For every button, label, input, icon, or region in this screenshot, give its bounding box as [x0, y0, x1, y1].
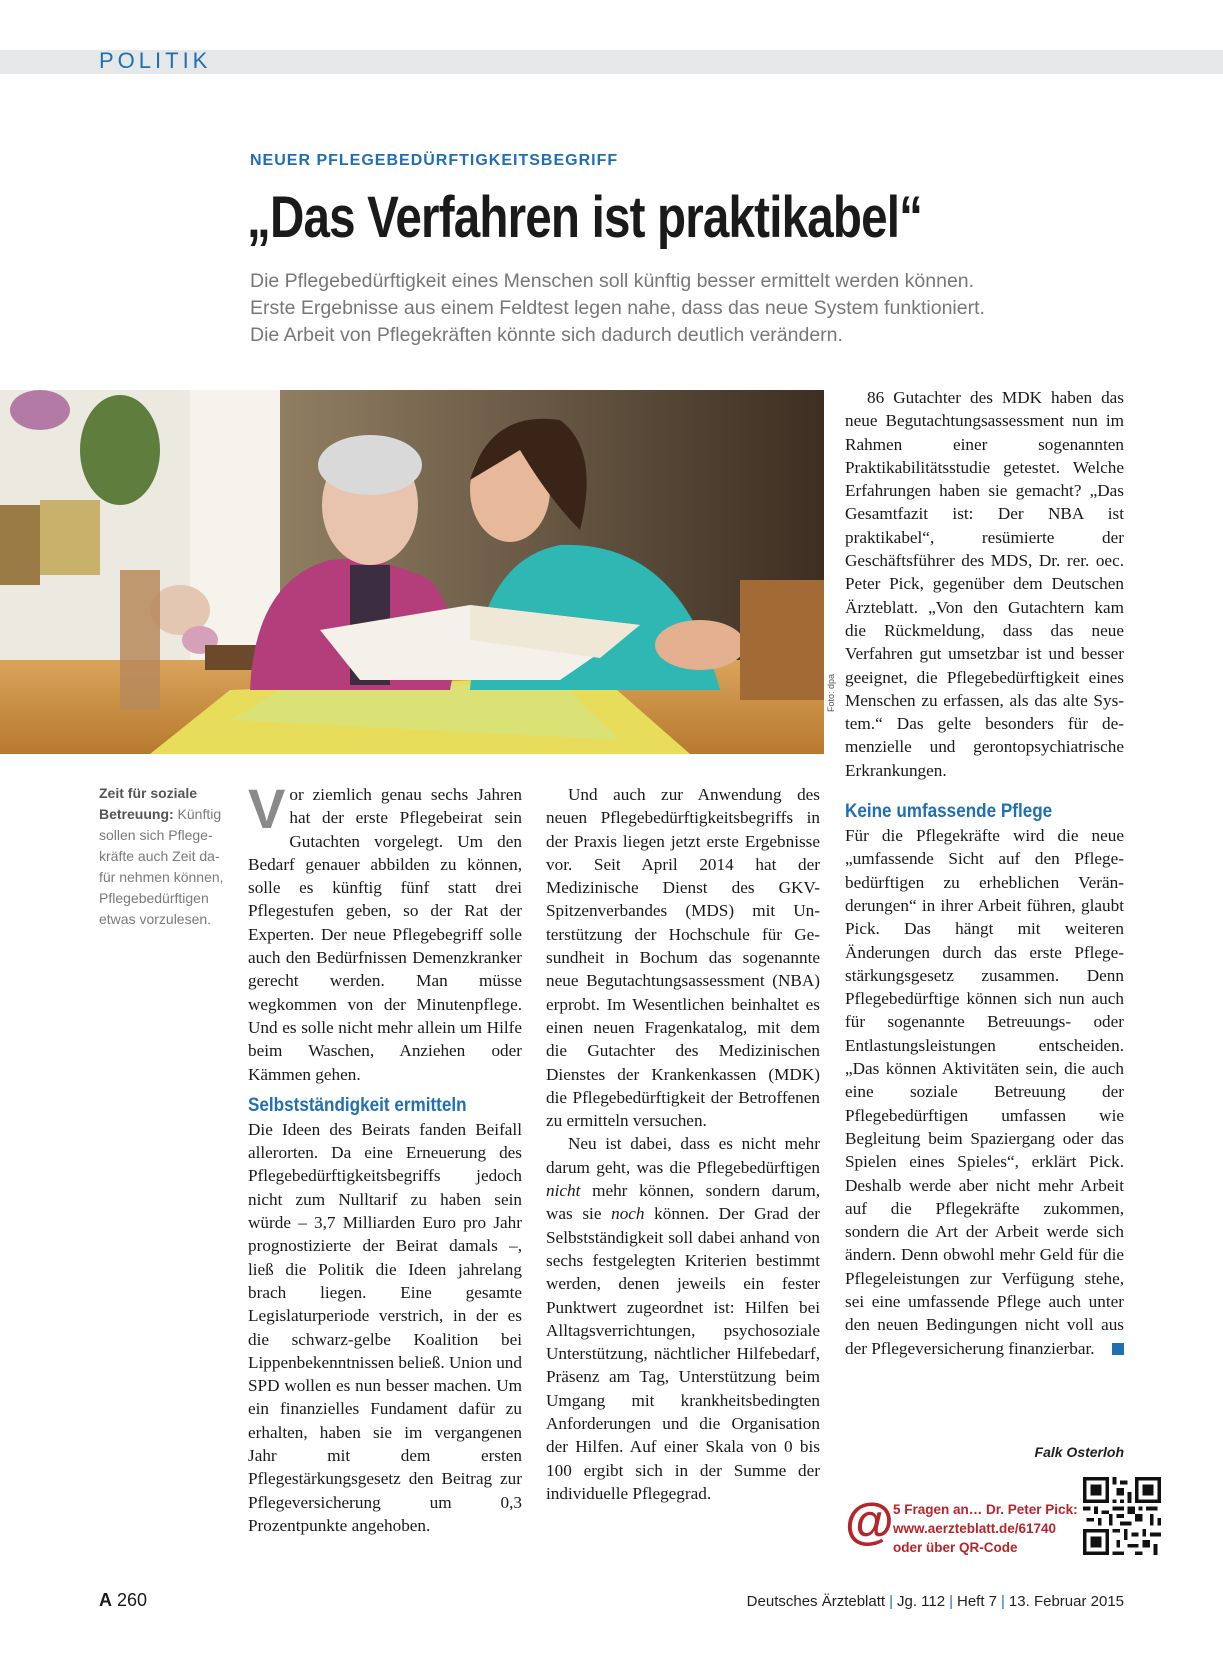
folio-number: 260 [112, 1590, 148, 1610]
separator-icon: | [949, 1593, 953, 1610]
photo-illustration [0, 390, 824, 754]
article-headline: „Das Verfahren ist praktikabel“ [247, 185, 923, 250]
promo-box[interactable] [845, 1493, 1085, 1555]
journal-volume: Jg. 112 [896, 1593, 946, 1610]
caption-title: Zeit für soziale Betreuung: [99, 785, 198, 822]
lead-line: Die Pflegebedürftigkeit eines Menschen soll künftig besser ermittelt werden können. [250, 270, 975, 292]
paragraph-4-part-a: Neu ist dabei, dass es nicht mehr darum geht, was die Pflegebedürftigen [546, 1134, 820, 1177]
at-icon: @ [845, 1493, 894, 1549]
subheading-keine-umfassende-pflege: Keine umfassende Pflege [845, 801, 1053, 823]
article-author: Falk Osterloh [1034, 1444, 1124, 1460]
qr-code-icon[interactable] [1083, 1477, 1161, 1555]
promo-line-1: 5 Fragen an… Dr. Peter Pick: [893, 1502, 1078, 1517]
paragraph-1: or ziemlich genau sechs Jahren hat der erste Pflegebeirat sein Gutachten vorgelegt. Um den Bedarf genauer abbilden zu können, solle es künftig fünf statt drei Pflegestufen geben, so der Rat der Experten. Der neue Pflegebegriff solle auch den Bedürfnissen Demenzkranker gerecht werden. Man müsse wegkommen von der Minutenpflege. Und es solle nicht mehr allein um Hilfe beim Waschen, Anziehen oder Kämmen gehen. [248, 785, 522, 1084]
photo-credit: Foto: dpa [826, 673, 836, 712]
emphasis-nicht: nicht [546, 1181, 581, 1201]
section-rubric: POLITIK [99, 48, 212, 73]
article-column-1 [248, 777, 522, 1537]
lead-line: Die Arbeit von Pflegekräften könnte sich dadurch deutlich verändern. [250, 324, 843, 346]
paragraph-2: Die Ideen des Beirats fanden Beifall allerorten. Da eine Erneuerung des Pflegebedürftigkeitsbegriffs jedoch nicht zum Nulltarif zu haben sein würde – 3,7 Milliarden Euro pro Jahr prognostizierte der Beirat damals –, ließ die Politik die Ideen jahrelang brach liegen. Eine gesamte Legislaturperiode verstrich, in der es die schwarz-gelbe Koalition bei Lippenbekenntnissen beließ. Union und SPD wollen es nun besser machen. Um ein finanzielles Fundament dafür zu erhalten, haben sie im vergangenen Jahr mit dem ersten Pflegestärkungsgesetz den Beitrag zur Pflegeversicherung um 0,3 Prozentpunkte angehoben. [248, 1119, 522, 1535]
article-column-2 [546, 783, 820, 1505]
journal-date: 13. Februar 2015 [1008, 1593, 1124, 1610]
page-number [99, 1590, 147, 1611]
caption-text: Künftig sollen sich Pflegekräfte auch Zeit dafür nehmen können, Pflegebedürftigen etwas vorzulesen. [99, 806, 224, 927]
folio-letter: A [99, 1590, 112, 1610]
paragraph-4-part-b: mehr können, sondern darum, was sie [546, 1181, 820, 1224]
paragraph-3: Und auch zur Anwendung des neuen Pflegebedürftigkeitsbegriffs in der Praxis liegen jetzt erste Ergebnisse vor. Seit April 2014 hat der Medizinische Dienst des GKV-Spitzenverbandes (MDS) mit Unterstützung der Hochschule für Gesundheit in Bochum das sogenannte neue Begutachtungsassessment (NBA) erprobt. Im Wesentlichen beinhaltet es einen neuen Fragenkatalog, mit dem die Gutachter des Medizinischen Dienstes der Krankenkassen (MDK) die Pflegebedürftigkeit der Betroffenen zu ermitteln versuchen. [546, 785, 820, 1131]
promo-text [893, 1500, 1078, 1557]
paragraph-6-text: Für die Pflegekräfte wird die neue „umfassende Sicht auf den Pflegebedürftigen zu erheblichen Veränderungen“ in ihrer Arbeit führen, glaubt Pick. Das hängt mit weiteren Änderungen durch das erste Pflegestärkungsgesetz zusammen. Denn Pflegebedürftige können sich nun auch für sogenannte Betreuungs- oder Entlastungsleistungen entscheiden. „Das können Aktivitäten sein, die auch eine soziale Betreuung der Pflegebedürftigen umfassen wie Begleitung beim Spaziergang oder das Spielen eines Spieles“, erklärt Pick. Deshalb werde aber nicht mehr Arbeit auf die Pflegekräfte zukommen, sondern die Art der Arbeit werde sich ändern. Denn obwohl mehr Geld für die Pflegeleistungen zur Verfügung stehe, sei eine umfassende Pflege auch unter den neuen Bedingungen nicht voll aus der Pflegeversicherung finanzierbar. [845, 826, 1124, 1358]
promo-line-3: oder über QR-Code [893, 1540, 1018, 1555]
paragraph-4 [546, 1132, 820, 1505]
article-photo [0, 390, 824, 754]
lead-line: Erste Ergebnisse aus einem Feldtest legen nahe, dass das neue System funktioniert. [250, 297, 985, 319]
article-column-3 [845, 386, 1124, 1360]
paragraph-4-part-c: können. Der Grad der Selbstständigkeit soll dabei anhand von sechs festgelegten Kriterien bestimmt werden, denen jeweils ein fester Punktwert zugeordnet ist: Hilfen bei Alltagsverrichtungen, psychosoziale Unterstützung, nächtlicher Hilfebedarf, Präsenz am Tag, Unterstützung beim Umgang mit krankheitsbedingten Anforderungen und die Organisation der Hilfen. Auf einer Skala von 0 bis 100 ergibt sich in der Summe der individuelle Pflegegrad. [546, 1204, 820, 1503]
paragraph-6 [845, 824, 1124, 1360]
promo-link[interactable]: www.aerzteblatt.de/61740 [893, 1521, 1057, 1536]
article-kicker: NEUER PFLEGEBEDÜRFTIGKEITSBEGRIFF [250, 152, 619, 169]
separator-icon: | [889, 1593, 893, 1610]
emphasis-noch: noch [611, 1204, 645, 1224]
paragraph-5: 86 Gutachter des MDK haben das neue Begutachtungsassessment nun im Rahmen einer sogenannten Praktikabilitätsstudie getestet. Welche Erfahrungen haben sie gemacht? „Das Gesamtfazit ist: Der NBA ist praktikabel“, resümierte der Geschäftsführer des MDS, Dr. rer. oec. Peter Pick, gegenüber dem Deutschen Ärzteblatt. „Von den Gutachtern kam die Rückmeldung, dass das neue Verfahren gut umsetzbar ist und besser geeignet, die Pflegebedürftigkeit eines Menschen zu erfassen, als das alte System.“ Das gelte besonders für demenzielle und gerontopsychiatrische Erkrankungen. [845, 388, 1124, 780]
end-mark-icon [1112, 1343, 1124, 1355]
journal-issue: Heft 7 [956, 1593, 998, 1610]
journal-name: Deutsches Ärzteblatt [746, 1593, 886, 1610]
journal-info [747, 1593, 1124, 1610]
drop-cap: V [248, 777, 286, 840]
photo-caption [99, 783, 224, 930]
separator-icon: | [1001, 1593, 1005, 1610]
article-lead [250, 268, 1130, 349]
subheading-selbststaendigkeit: Selbstständigkeit ermitteln [248, 1094, 467, 1116]
